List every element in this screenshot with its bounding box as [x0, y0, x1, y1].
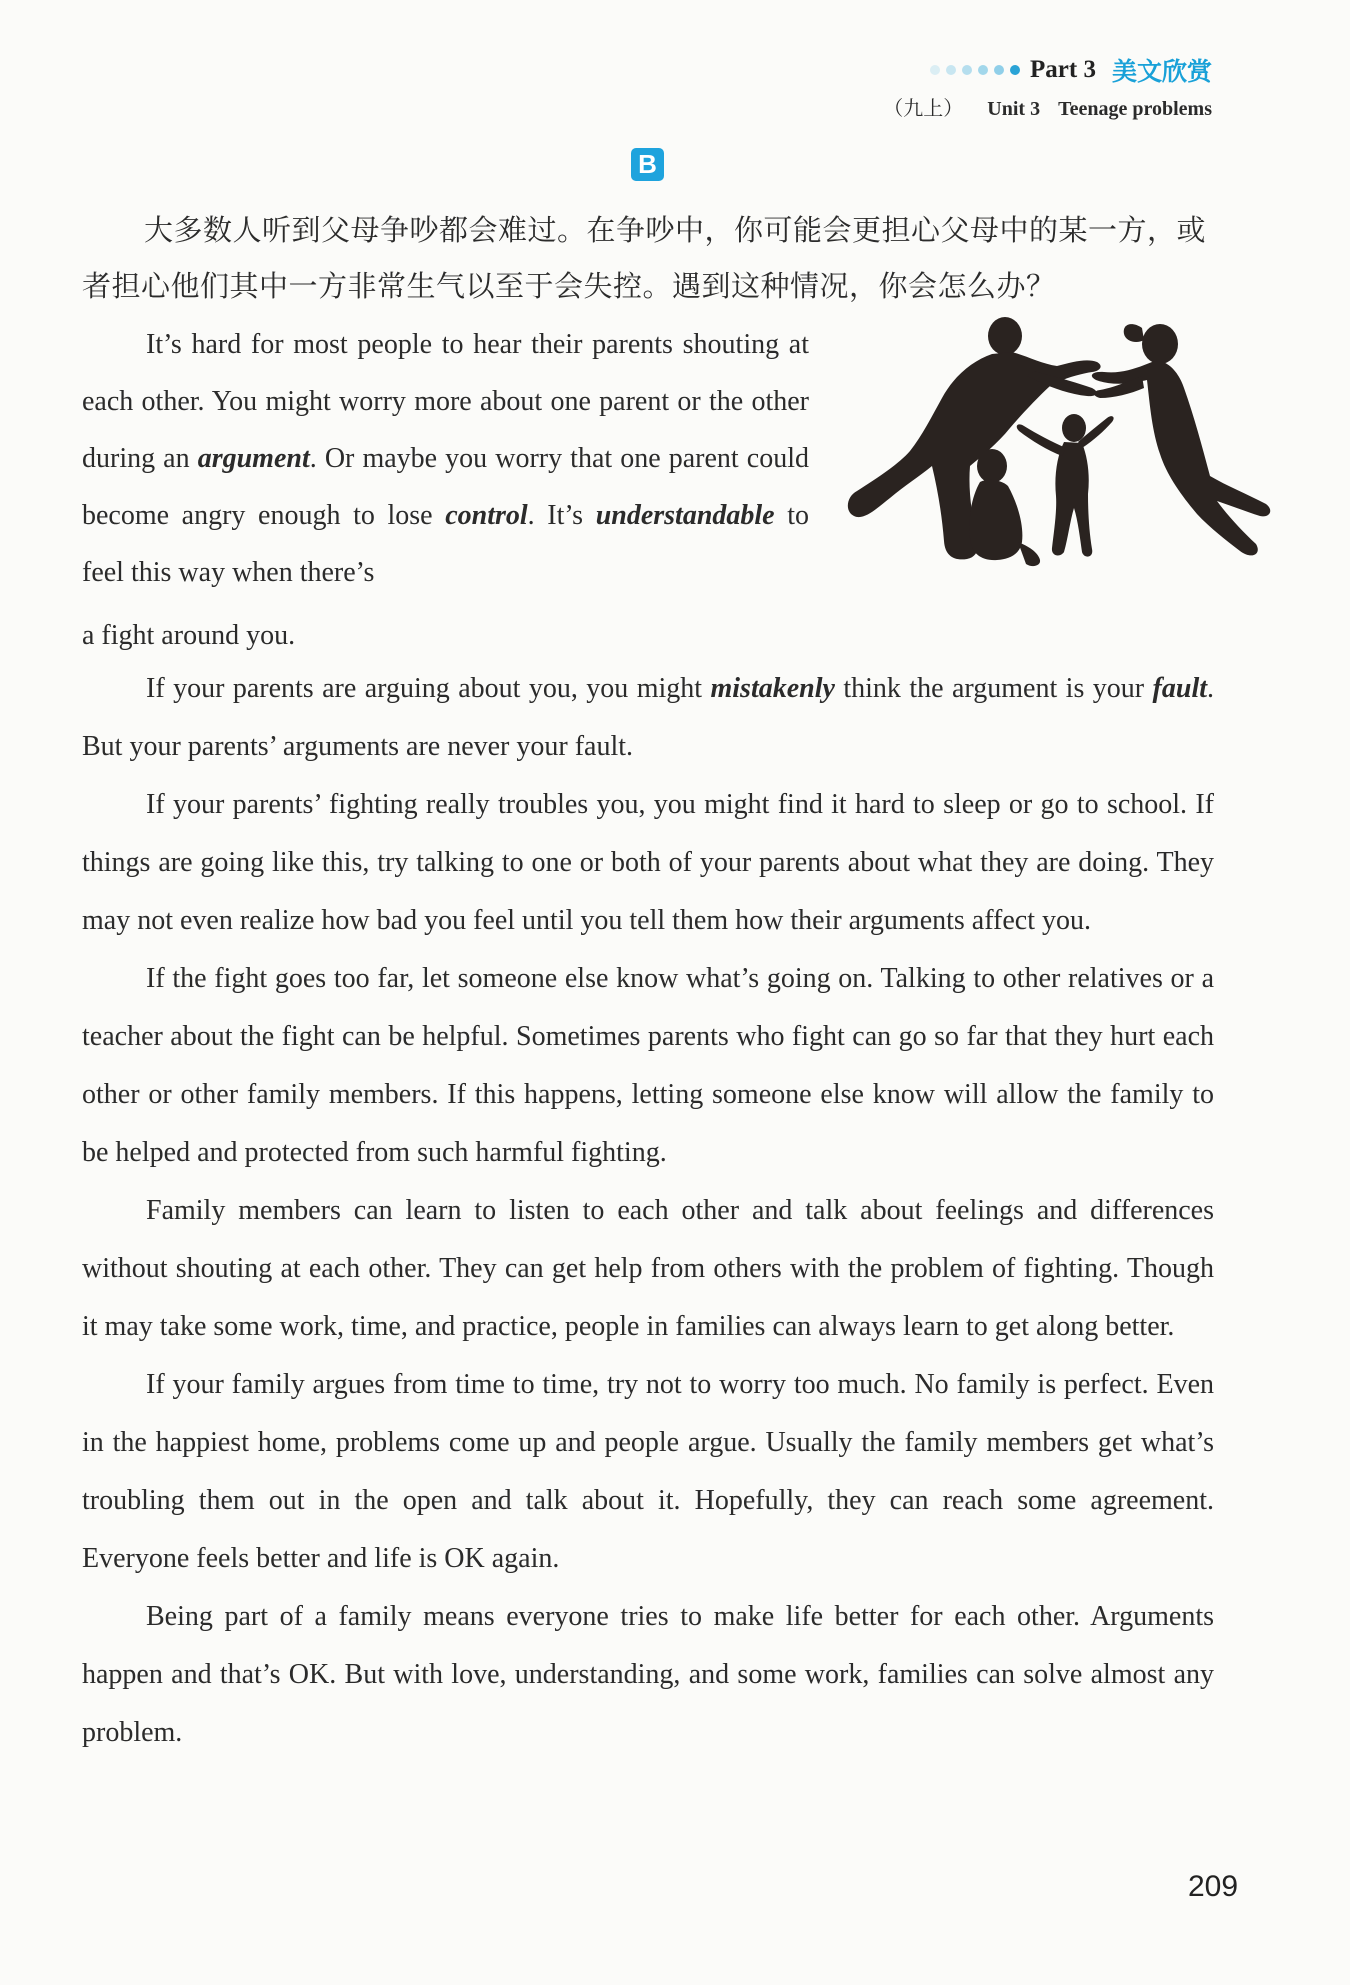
paragraph-1: [82, 316, 809, 601]
text-segment: to feel this way when there’s: [82, 500, 810, 588]
paragraph-1-block: [82, 316, 1214, 664]
paragraph-5: Family members can learn to listen to each other and talk about feelings and differences without shouting at each other. They can get help from others with the problem of fighting. Though it may take some work, time, and practice, people in families can always learn to get along better.: [82, 1195, 1214, 1342]
dot-icon: [946, 65, 956, 75]
paragraph-7: Being part of a family means everyone tries to make life better for each other. Arguments happen and that’s OK. But with love, understanding, and some work, families can solve almost any problem.: [82, 1601, 1214, 1748]
keyword-mistakenly: mistakenly: [710, 673, 835, 704]
unit-label: Unit 3: [987, 98, 1041, 120]
keyword-fault: fault: [1152, 673, 1208, 704]
grade-label: （九上）: [883, 96, 964, 120]
paragraph-6: If your family argues from time to time, try not to worry too much. No family is perfect. Even in the happiest home, problems come up and people argue. Usually the family members get what’s troubling them out in the open and talk about it. Hopefully, they can reach some agreement. Everyone feels better and life is OK again.: [82, 1369, 1214, 1574]
header-unit-line: [883, 92, 1212, 121]
dot-icon: [930, 65, 940, 75]
article-body: [82, 660, 1214, 1762]
section-title-cn: 美文欣赏: [1111, 57, 1212, 86]
part-label: Part 3: [1030, 56, 1096, 83]
dot-icon: [994, 65, 1004, 75]
paragraph-1-tail: a fight around you.: [82, 620, 296, 651]
dot-icon: [1010, 65, 1020, 75]
keyword-control: control: [445, 500, 528, 531]
paragraph-2: [82, 660, 1214, 776]
keyword-argument: argument: [197, 443, 310, 474]
dot-icon: [978, 65, 988, 75]
header-part-line: [883, 50, 1212, 90]
text-segment: think the argument is your: [834, 673, 1153, 704]
paragraph-4: If the fight goes too far, let someone else know what’s going on. Talking to other relatives or a teacher about the fight can be helpful. Sometimes parents who fight can go so far that they hurt each other or other family members. If this happens, letting someone else know will allow the family to be helped and protected from such harmful fighting.: [82, 963, 1214, 1168]
text-segment: . Or maybe you worry that one parent could become angry enough to lose: [82, 443, 810, 531]
unit-title: Teenage problems: [1058, 98, 1212, 120]
text-segment: If your parents are arguing about you, you might: [146, 673, 711, 704]
text-segment: . It’s: [527, 500, 596, 531]
family-argument-illustration: [842, 316, 1302, 576]
text-segment: It’s hard for most people to hear their parents shouting at each other. You might worry more about one parent or the other during an: [82, 329, 809, 474]
text-segment: . But your parents’ arguments are never your fault.: [82, 673, 1215, 762]
decorative-dots: [924, 65, 1020, 75]
chinese-intro: 大多数人听到父母争吵都会难过。在争吵中，你可能会更担心父母中的某一方，或者担心他们其中一方非常生气以至于会失控。遇到这种情况，你会怎么办？: [82, 213, 1207, 303]
paragraph-3: If your parents’ fighting really troubles you, you might find it hard to sleep or go to school. If things are going like this, try talking to one or both of your parents about what they are doing. They may not even realize how bad you feel until you tell them how their arguments affect you.: [82, 789, 1214, 936]
section-badge: B: [631, 148, 664, 181]
keyword-understandable: understandable: [595, 500, 775, 531]
dot-icon: [962, 65, 972, 75]
page-header: [883, 50, 1212, 121]
page-number: 209: [1188, 1870, 1239, 1903]
